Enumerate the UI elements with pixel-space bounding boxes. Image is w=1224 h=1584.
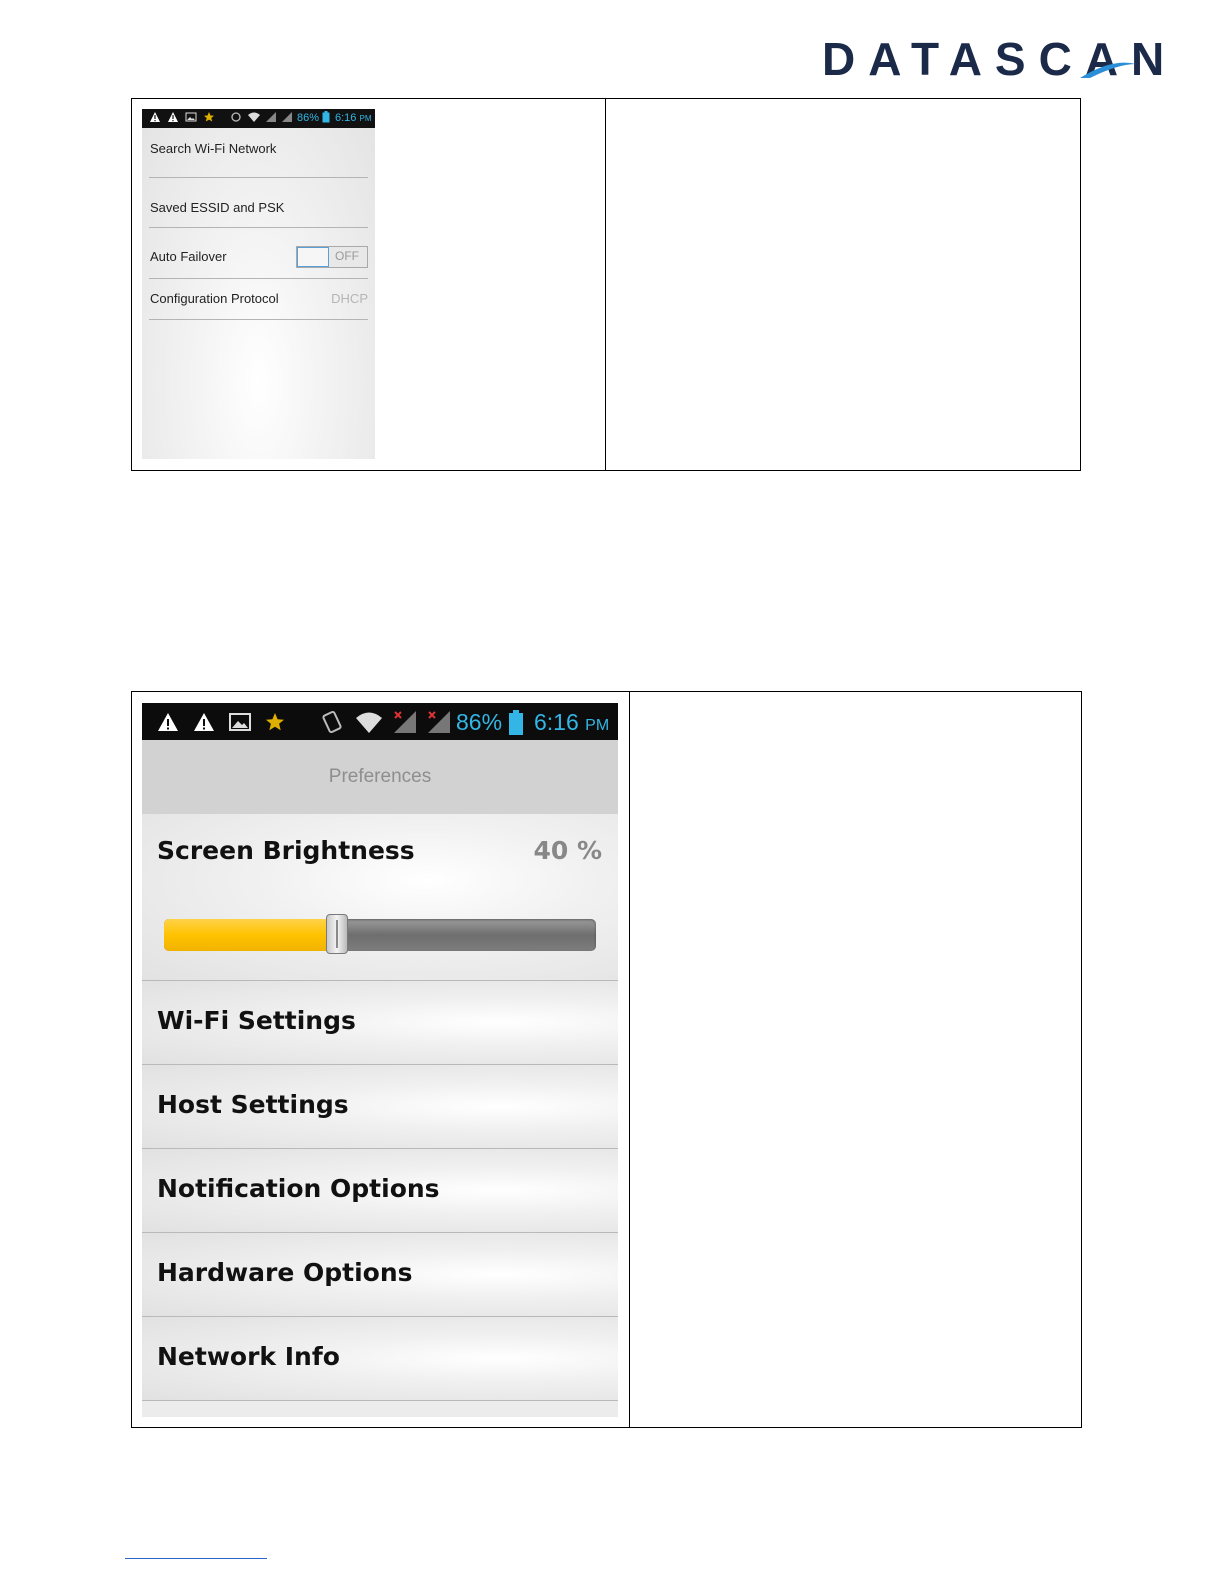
menu-item-label: Host Settings [157, 1090, 349, 1119]
list-item-label: Configuration Protocol [150, 291, 279, 306]
menu-item-label: Notification Options [157, 1174, 440, 1203]
brightness-slider-thumb[interactable] [326, 914, 348, 954]
rotate-icon [230, 111, 242, 123]
screen-brightness-setting [142, 814, 618, 981]
signal-icon [426, 709, 452, 735]
table-divider [605, 99, 606, 470]
auto-failover-toggle[interactable] [296, 246, 368, 268]
menu-item-label: Wi-Fi Settings [157, 1006, 356, 1035]
signal-icon [265, 111, 277, 123]
battery-percent: 86% [297, 112, 320, 124]
signal-icon [392, 709, 418, 735]
phone-screenshot-wifi [142, 109, 375, 459]
menu-item-hardware-options[interactable] [142, 1233, 618, 1317]
clock [335, 111, 371, 126]
menu-item-label: Hardware Options [157, 1258, 413, 1287]
list-item-config-protocol[interactable] [149, 279, 368, 320]
menu-item-label: Network Info [157, 1342, 340, 1371]
menu-item-wifi-settings[interactable] [142, 981, 618, 1065]
wifi-icon [354, 710, 384, 734]
clock [534, 707, 609, 741]
brightness-label: Screen Brightness [157, 836, 415, 865]
rotate-icon [320, 709, 344, 735]
datascan-logo [822, 34, 1178, 84]
list-item-label: Search Wi-Fi Network [150, 141, 277, 156]
image-icon [185, 111, 197, 123]
list-item-auto-failover[interactable] [149, 228, 368, 279]
list-item-search-wifi[interactable] [149, 128, 368, 178]
star-icon [203, 111, 215, 123]
battery-icon [508, 710, 524, 736]
warning-icon [193, 712, 215, 732]
list-item-saved-essid[interactable] [149, 178, 368, 228]
image-icon [229, 712, 251, 732]
warning-icon [167, 111, 179, 123]
warning-icon [157, 712, 179, 732]
phone-screenshot-preferences [142, 703, 618, 1417]
doc-table-2 [131, 691, 1082, 1428]
wifi-icon [247, 111, 261, 123]
config-protocol-value: DHCP [331, 291, 368, 306]
table-divider [629, 692, 630, 1427]
list-item-label: Saved ESSID and PSK [150, 200, 285, 215]
signal-icon [281, 111, 293, 123]
brightness-slider-fill [164, 919, 337, 951]
clock-time: 6:16 [534, 709, 579, 735]
menu-item-host-settings[interactable] [142, 1065, 618, 1149]
clock-ampm: PM [585, 717, 610, 734]
toggle-knob [297, 247, 329, 267]
clock-ampm: PM [359, 114, 372, 123]
battery-icon [322, 111, 330, 123]
footnote-rule [125, 1558, 267, 1559]
list-item-label: Auto Failover [150, 249, 227, 264]
status-bar [142, 109, 375, 128]
status-bar [142, 703, 618, 740]
toggle-state: OFF [335, 249, 359, 263]
doc-table-1 [131, 98, 1081, 471]
menu-item-notification-options[interactable] [142, 1149, 618, 1233]
star-icon [265, 712, 285, 732]
clock-time: 6:16 [335, 112, 357, 124]
page-title: Preferences [142, 740, 618, 814]
brightness-slider-track[interactable] [164, 919, 596, 951]
battery-percent: 86% [456, 709, 503, 735]
logo-swoosh-icon [822, 34, 1178, 84]
warning-icon [149, 111, 161, 123]
menu-item-network-info[interactable] [142, 1317, 618, 1401]
logo-text: DATASCAN [822, 33, 1178, 85]
brightness-value: 40 % [533, 836, 602, 865]
